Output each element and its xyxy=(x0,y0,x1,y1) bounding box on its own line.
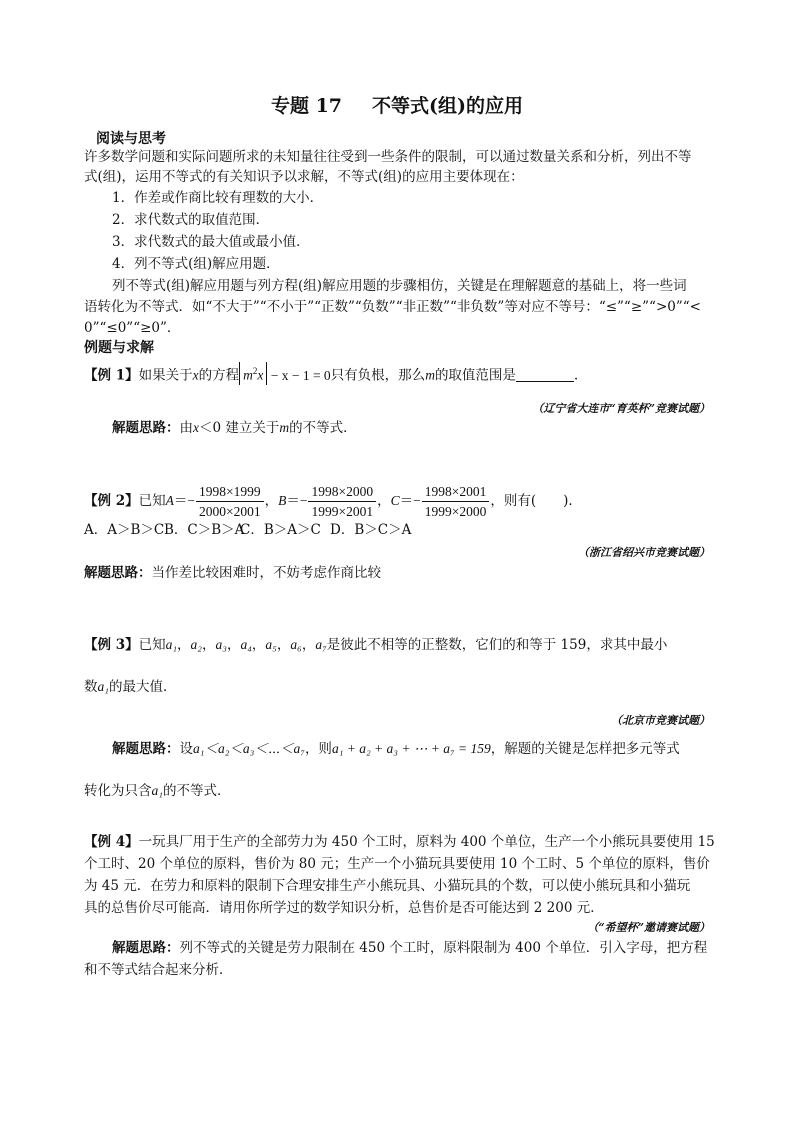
example-2-options xyxy=(84,519,411,541)
example-4-line1: 【例 4】一玩具厂用于生产的全部劳力为 450 个工时，原料为 400 个单位，生产一个小熊玩具要使用 15 xyxy=(84,834,715,850)
option-a: A．A＞B＞C xyxy=(84,522,165,538)
reading-para-line2: 语转化为不等式．如“不大于”“不小于”“正数”“负数”“非正数”“非负数”等对应不等号：“≤”“≥”“>0”“< xyxy=(84,299,701,315)
example-1-label: 【例 1】 xyxy=(84,367,139,384)
option-b: B．C＞B＞A xyxy=(164,522,245,538)
example-3-question-line2: 数a₁的最大值． xyxy=(84,679,177,695)
title-number: 专题 17 xyxy=(270,95,343,117)
title-topic: 不等式(组)的应用 xyxy=(372,95,524,117)
fraction-c: $\frac{1998\times 2001}{1999\times 2000}$ xyxy=(422,483,490,520)
example-4-hint-line2: 和不等式结合起来分析． xyxy=(84,962,233,978)
example-3-hint-line1: 解题思路：设a₁＜a₂＜a₃＜⋯＜a₇，则a₁ + a₂ + a₃ + ⋯ + a₇ = 159，解题的关键是怎样把多元等式 xyxy=(112,741,680,757)
reading-item-3: 3．求代数式的最大值或最小值． xyxy=(112,234,310,250)
example-4-line4: 具的总售价尽可能高．请用你所学过的数学知识分析，总售价是否可能达到 2 200 元． xyxy=(84,900,604,916)
example-4-hint-line1: 解题思路：列不等式的关键是劳力限制在 450 个工时，原料限制为 400 个单位．引入字母，把方程 xyxy=(112,940,708,956)
example-2-hint: 解题思路：当作差比较困难时，不妨考虑作商比较 xyxy=(84,565,381,581)
example-3-question-line1: 【例 3】已知a₁，a₂，a₃，a₄，a₅，a₆，a₇是彼此不相等的正整数，它们的和等于 159，求其中最小 xyxy=(84,637,668,653)
example-3-source: （北京市竞赛试题） xyxy=(611,714,710,727)
page-title xyxy=(0,91,794,118)
option-d: D．B＞C＞A xyxy=(330,522,412,538)
reading-intro-line2: 式(组)，运用不等式的有关知识予以求解，不等式(组)的应用主要体现在： xyxy=(84,169,524,185)
example-3-hint-line2: 转化为只含a₁的不等式． xyxy=(84,783,231,799)
example-3-label: 【例 3】 xyxy=(84,637,139,653)
reading-item-1: 1．作差或作商比较有理数的大小． xyxy=(112,190,324,206)
reading-heading: 阅读与思考 xyxy=(96,131,166,147)
example-2-label: 【例 2】 xyxy=(84,493,139,509)
example-4-label: 【例 4】 xyxy=(84,834,139,850)
example-2-question: 【例 2】已知A＝− $\frac{1998\times 1999}{2000\times 2001}$ ，B＝− $\frac{1998\times 2000}{1999\times 2001}$ ，C＝− $\frac{1998\times 2001}{1999\times 2000}$ ，则有( )． xyxy=(84,484,582,519)
example-1-source: （辽宁省大连市“育英杯”竞赛试题） xyxy=(532,402,710,415)
example-4-line2: 个工时、20 个单位的原料，售价为 80 元；生产一个小猫玩具要使用 10 个工时、5 个单位的原料，售价 xyxy=(84,856,710,872)
answer-blank xyxy=(516,369,574,382)
reading-para-line3: 0”“≤0”“≥0”． xyxy=(84,320,181,336)
reading-item-2: 2．求代数式的取值范围． xyxy=(112,212,270,228)
example-1-equation: $m^2x - x - 1 = 0$ xyxy=(239,368,331,383)
reading-para-line1: 列不等式(组)解应用题与列方程(组)解应用题的步骤相仿，关键是在理解题意的基础上，将一些词 xyxy=(112,278,687,294)
fraction-b: $\frac{1998\times 2000}{1999\times 2001}$ xyxy=(308,483,376,520)
reading-item-4: 4．列不等式(组)解应用题． xyxy=(112,256,280,272)
example-4-line3: 为 45 元．在劳力和原料的限制下合理安排生产小熊玩具、小猫玩具的个数，可以使小熊玩具和小猫玩 xyxy=(84,878,691,894)
examples-heading: 例题与求解 xyxy=(84,340,154,356)
example-4-source: （“希望杯”邀请赛试题） xyxy=(587,921,710,934)
example-1-question: 【例 1】如果关于x的方程 $m^2x - x - 1 = 0$只有负根，那么m的取值范围是 ． xyxy=(84,362,587,387)
example-1-hint: 解题思路：由x＜0 建立关于m的不等式． xyxy=(112,420,357,436)
option-c: C．B＞A＞C xyxy=(240,522,321,538)
example-2-source: （浙江省绍兴市竞赛试题） xyxy=(578,546,710,559)
reading-intro-line1: 许多数学问题和实际问题所求的未知量往往受到一些条件的限制，可以通过数量关系和分析，列出不等 xyxy=(84,149,692,165)
fraction-a: $\frac{1998\times 1999}{2000\times 2001}$ xyxy=(196,483,264,520)
